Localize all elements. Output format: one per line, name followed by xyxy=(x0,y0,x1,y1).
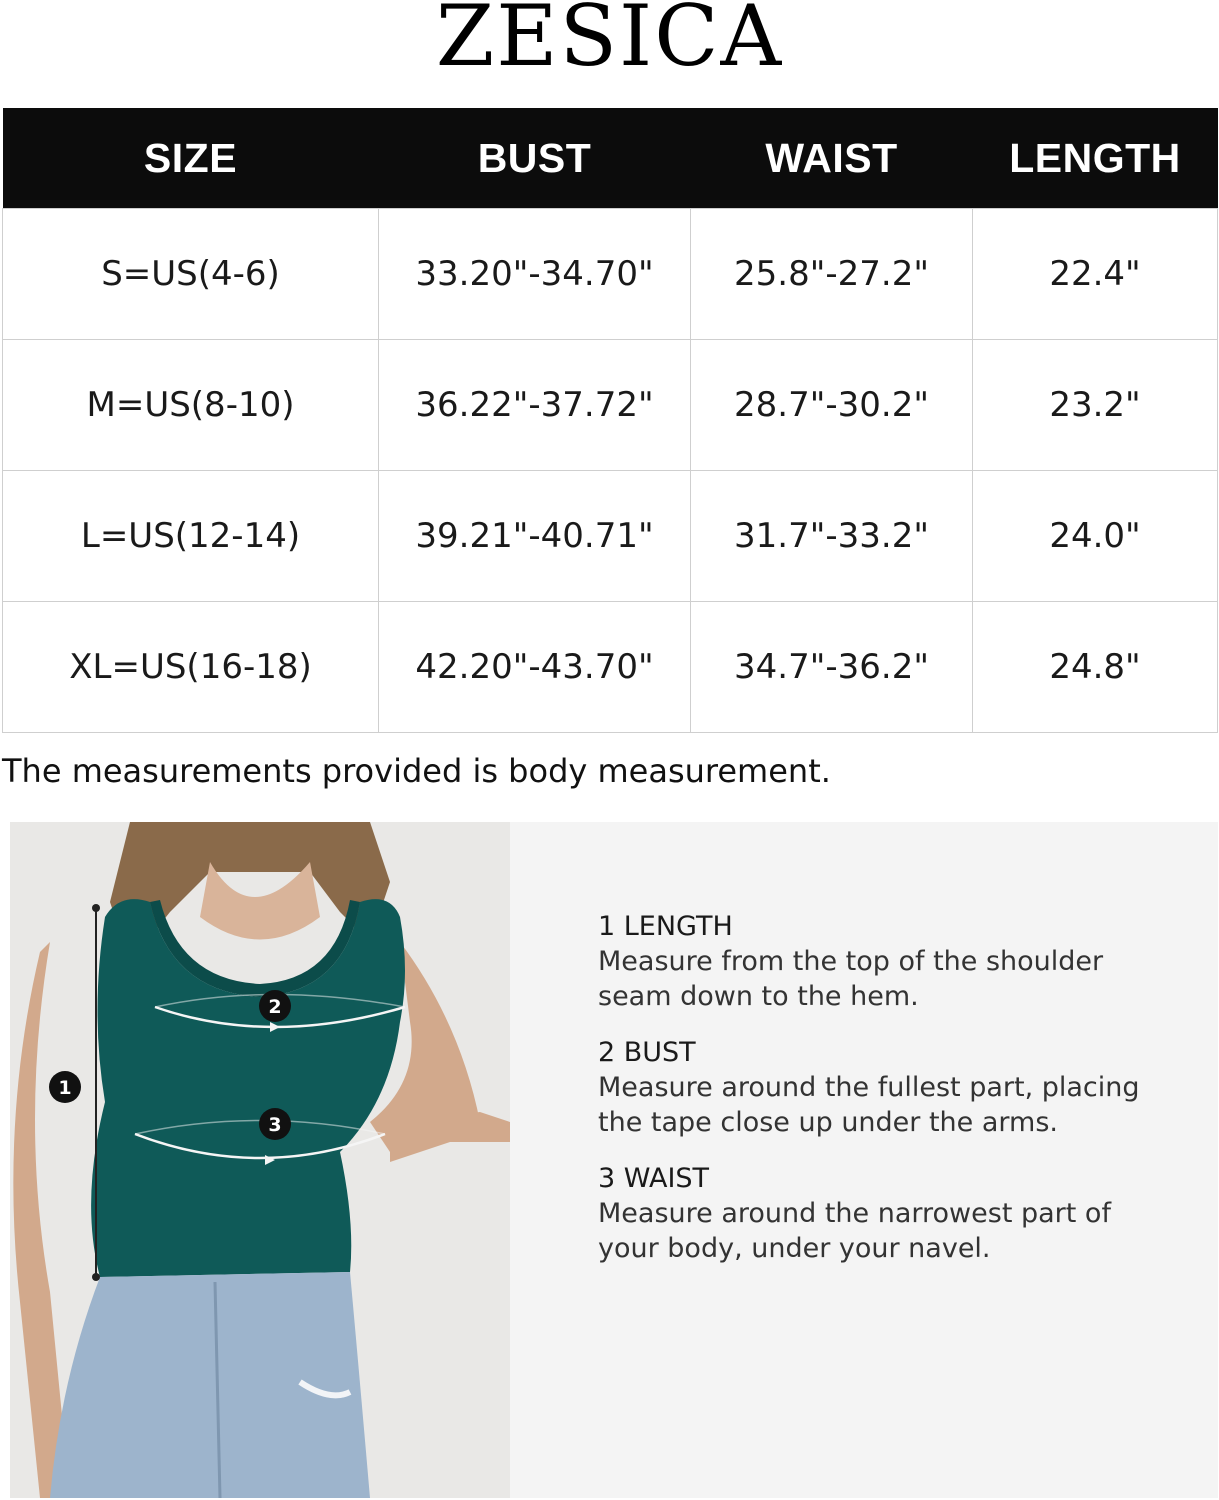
length-cell: 22.4" xyxy=(973,209,1218,340)
instruction-line: Measure around the fullest part, placing xyxy=(598,1072,1140,1103)
size-cell: XL=US(16-18) xyxy=(3,602,379,733)
instruction-waist xyxy=(598,1162,1178,1266)
table-row xyxy=(3,602,1218,733)
instruction-line: Measure around the narrowest part of xyxy=(598,1198,1111,1229)
table-header-row xyxy=(3,108,1218,209)
table-row xyxy=(3,340,1218,471)
column-header-waist: WAIST xyxy=(691,108,973,209)
instruction-line: your body, under your navel. xyxy=(598,1233,991,1264)
measurement-guide-panel xyxy=(10,822,1218,1498)
measurement-instructions xyxy=(598,910,1178,1288)
size-cell: L=US(12-14) xyxy=(3,471,379,602)
table-row xyxy=(3,471,1218,602)
waist-cell: 28.7"-30.2" xyxy=(691,340,973,471)
instruction-line: Measure from the top of the shoulder xyxy=(598,946,1104,977)
bust-cell: 36.22"-37.72" xyxy=(379,340,691,471)
model-photo xyxy=(10,822,510,1498)
instruction-length xyxy=(598,910,1178,1014)
waist-cell: 34.7"-36.2" xyxy=(691,602,973,733)
instruction-bust xyxy=(598,1036,1178,1140)
length-cell: 23.2" xyxy=(973,340,1218,471)
instruction-title: 1 LENGTH xyxy=(598,911,733,942)
size-cell: M=US(8-10) xyxy=(3,340,379,471)
bust-cell: 39.21"-40.71" xyxy=(379,471,691,602)
marker-length xyxy=(49,1071,81,1103)
instruction-line: seam down to the hem. xyxy=(598,981,919,1012)
svg-text:2: 2 xyxy=(268,996,282,1018)
size-chart-table xyxy=(2,108,1217,733)
length-cell: 24.0" xyxy=(973,471,1218,602)
instruction-line: the tape close up under the arms. xyxy=(598,1107,1058,1138)
marker-waist xyxy=(259,1108,291,1140)
column-header-length: LENGTH xyxy=(973,108,1218,209)
length-cell: 24.8" xyxy=(973,602,1218,733)
svg-text:1: 1 xyxy=(58,1077,72,1099)
bust-cell: 42.20"-43.70" xyxy=(379,602,691,733)
column-header-bust: BUST xyxy=(379,108,691,209)
table-row xyxy=(3,209,1218,340)
marker-bust xyxy=(259,990,291,1022)
instruction-title: 2 BUST xyxy=(598,1037,696,1068)
instruction-title: 3 WAIST xyxy=(598,1163,710,1194)
waist-cell: 25.8"-27.2" xyxy=(691,209,973,340)
waist-cell: 31.7"-33.2" xyxy=(691,471,973,602)
size-cell: S=US(4-6) xyxy=(3,209,379,340)
column-header-size: SIZE xyxy=(3,108,379,209)
bust-cell: 33.20"-34.70" xyxy=(379,209,691,340)
measurement-diagram xyxy=(10,822,510,1498)
svg-text:3: 3 xyxy=(268,1114,282,1136)
measurement-note: The measurements provided is body measurement. xyxy=(2,752,831,790)
brand-logo: ZESICA xyxy=(435,0,784,85)
